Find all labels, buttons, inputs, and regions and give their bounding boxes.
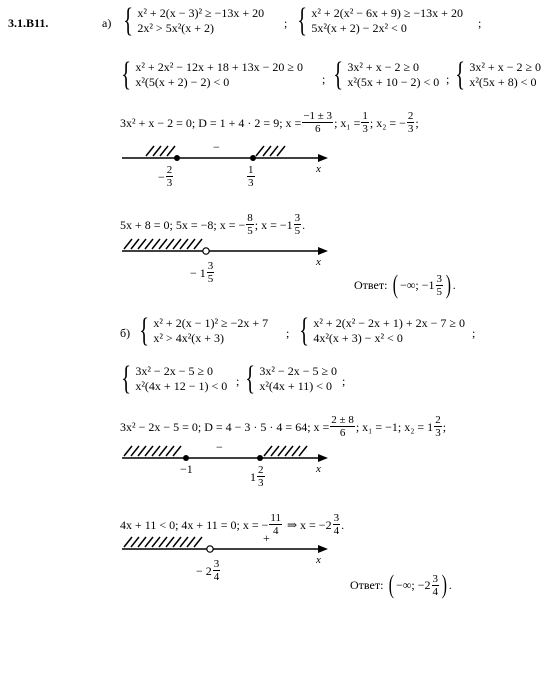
separator: ; [284, 16, 288, 30]
numerator: 3 [213, 558, 220, 570]
separator: ; [322, 72, 326, 86]
brace: { [121, 56, 132, 93]
open-point [207, 546, 213, 552]
numerator: 3 [432, 572, 439, 585]
numerator: 2 [435, 414, 441, 426]
tick-label-minus-two-three-quarters [196, 558, 221, 583]
denominator: 3 [435, 427, 441, 439]
numerator: 2 [407, 110, 414, 122]
equation-text: ; x₂ = − [369, 115, 406, 130]
answer-end: . [448, 577, 452, 592]
axis-label: x [316, 163, 321, 175]
brace: { [455, 56, 466, 93]
paren-close: ) [445, 270, 451, 299]
equation-text: 3x² − 2x − 5 = 0; D = 4 − 3 · 5 · 4 = 64; x = [120, 419, 330, 434]
system-row: x²(5x + 10 − 2) < 0 [347, 75, 440, 89]
answer-end: . [452, 277, 456, 292]
denominator: 4 [213, 571, 220, 583]
tick-label-minus-one: −1 [180, 462, 193, 476]
answer-label: Ответ: [350, 577, 384, 592]
numerator: 11 [270, 512, 281, 524]
axis-label: x [316, 256, 321, 268]
brace: { [245, 360, 256, 397]
system-row: x² + 2(x² − 6x + 9) ≥ −13x + 20 [311, 6, 463, 20]
denominator: 5 [436, 285, 443, 298]
system-row: 2x² > 5x²(x + 2) [137, 21, 215, 35]
numerator: 2 ± 8 [331, 414, 354, 426]
equation-text: ; [415, 115, 419, 130]
separator: ; [478, 16, 482, 30]
part-b-number-line-2 [122, 531, 328, 566]
axis-label: x [316, 463, 321, 475]
numerator: 3 [207, 260, 214, 272]
denominator: 5 [247, 225, 253, 237]
numerator: 3 [333, 512, 340, 524]
brace: { [297, 2, 308, 39]
tick-whole: − 2 [196, 563, 212, 578]
separator: ; [286, 326, 290, 340]
paren-close: ) [441, 570, 447, 599]
tick-whole: − 1 [190, 265, 206, 280]
system-row: 4x²(x + 3) − x² < 0 [313, 331, 403, 345]
system-row: 3x² + x − 2 ≥ 0 [347, 60, 420, 74]
denominator: 3 [407, 123, 414, 135]
answer-text: −∞; −1 [400, 277, 435, 292]
denominator: 4 [432, 585, 439, 598]
numerator: 3 [436, 272, 443, 285]
axis-arrow [318, 545, 328, 553]
separator: ; [446, 72, 450, 86]
denominator: 3 [362, 123, 368, 135]
paren-open: ( [389, 570, 395, 599]
system-row: x² + 2x² − 12x + 18 + 13x − 20 ≥ 0 [135, 60, 303, 74]
equation-text: ; x₁ = −1; x₂ = 1 [355, 419, 434, 434]
equation-text: 3x² + x − 2 = 0; D = 1 + 4 · 2 = 9; x = [120, 115, 302, 130]
brace: { [139, 312, 150, 349]
system-row: x² + 2(x² − 2x + 1) + 2x − 7 ≥ 0 [313, 316, 465, 330]
hatching-left [124, 537, 202, 547]
equation-text: ; x₁ = [334, 115, 361, 130]
denominator: 6 [339, 427, 346, 439]
answer-label: Ответ: [354, 277, 388, 292]
axis-label: x [316, 554, 321, 566]
denominator: 3 [248, 177, 254, 189]
brace: { [333, 56, 344, 93]
brace: { [123, 2, 134, 39]
separator: ; [472, 326, 476, 340]
numerator: 2 [166, 164, 173, 176]
separator: ; [342, 374, 346, 388]
equation-text: . [302, 217, 306, 232]
system-row: x² + 2(x − 3)² ≥ −13x + 20 [137, 6, 265, 20]
fraction [213, 558, 221, 583]
interval-sign: − [213, 140, 220, 154]
problem-label: 3.1.B11. [8, 16, 49, 30]
system-row: x²(5x + 8) < 0 [469, 75, 537, 89]
equation-text: ; x = −1 [254, 217, 293, 232]
interval-sign: − [216, 440, 223, 454]
system-row: x² + 2(x − 1)² ≥ −2x + 7 [153, 316, 269, 330]
system-row: x²(4x + 12 − 1) < 0 [135, 379, 228, 393]
numerator: −1 ± 3 [303, 110, 333, 122]
system-row: 3x² − 2x − 5 ≥ 0 [259, 364, 338, 378]
brace: { [121, 360, 132, 397]
system-row: 3x² + x − 2 ≥ 0 [469, 60, 542, 74]
denominator: 3 [258, 477, 264, 489]
system-row: x²(4x + 11) < 0 [259, 379, 333, 393]
part-b-label: б) [120, 326, 131, 340]
denominator: 4 [272, 525, 279, 537]
system-row: 5x²(x + 2) − 2x² < 0 [311, 21, 407, 35]
denominator: 5 [207, 273, 214, 285]
numerator: 1 [362, 110, 368, 122]
denominator: 4 [333, 525, 340, 537]
equation-text: 5x + 8 = 0; 5x = −8; x = − [120, 217, 246, 232]
answer-text: −∞; −2 [396, 577, 431, 592]
denominator: 3 [166, 177, 173, 189]
numerator: 1 [248, 164, 254, 176]
separator: ; [236, 374, 240, 388]
denominator: 6 [314, 123, 321, 135]
numerator: 2 [258, 464, 264, 476]
equation-text: . [341, 517, 345, 532]
part-a-label: а) [102, 16, 112, 30]
system-row: x² > 4x²(x + 3) [153, 331, 225, 345]
equation-text: ⇒ x = −2 [286, 517, 332, 532]
interval-sign: + [263, 531, 270, 545]
paren-open: ( [393, 270, 399, 299]
numerator: 3 [294, 212, 301, 224]
equation-text: ; [442, 419, 447, 434]
part-b-answer [350, 572, 452, 598]
numerator: 8 [247, 212, 253, 224]
system-row: 3x² − 2x − 5 ≥ 0 [135, 364, 214, 378]
equation-text: 4x + 11 < 0; 4x + 11 = 0; x = − [120, 517, 269, 532]
tick-sign: − [158, 169, 165, 184]
fraction [432, 573, 440, 598]
tick-whole: 1 [250, 469, 256, 484]
system-row: x²(5(x + 2) − 2) < 0 [135, 75, 230, 89]
denominator: 5 [294, 225, 301, 237]
brace: { [299, 312, 310, 349]
